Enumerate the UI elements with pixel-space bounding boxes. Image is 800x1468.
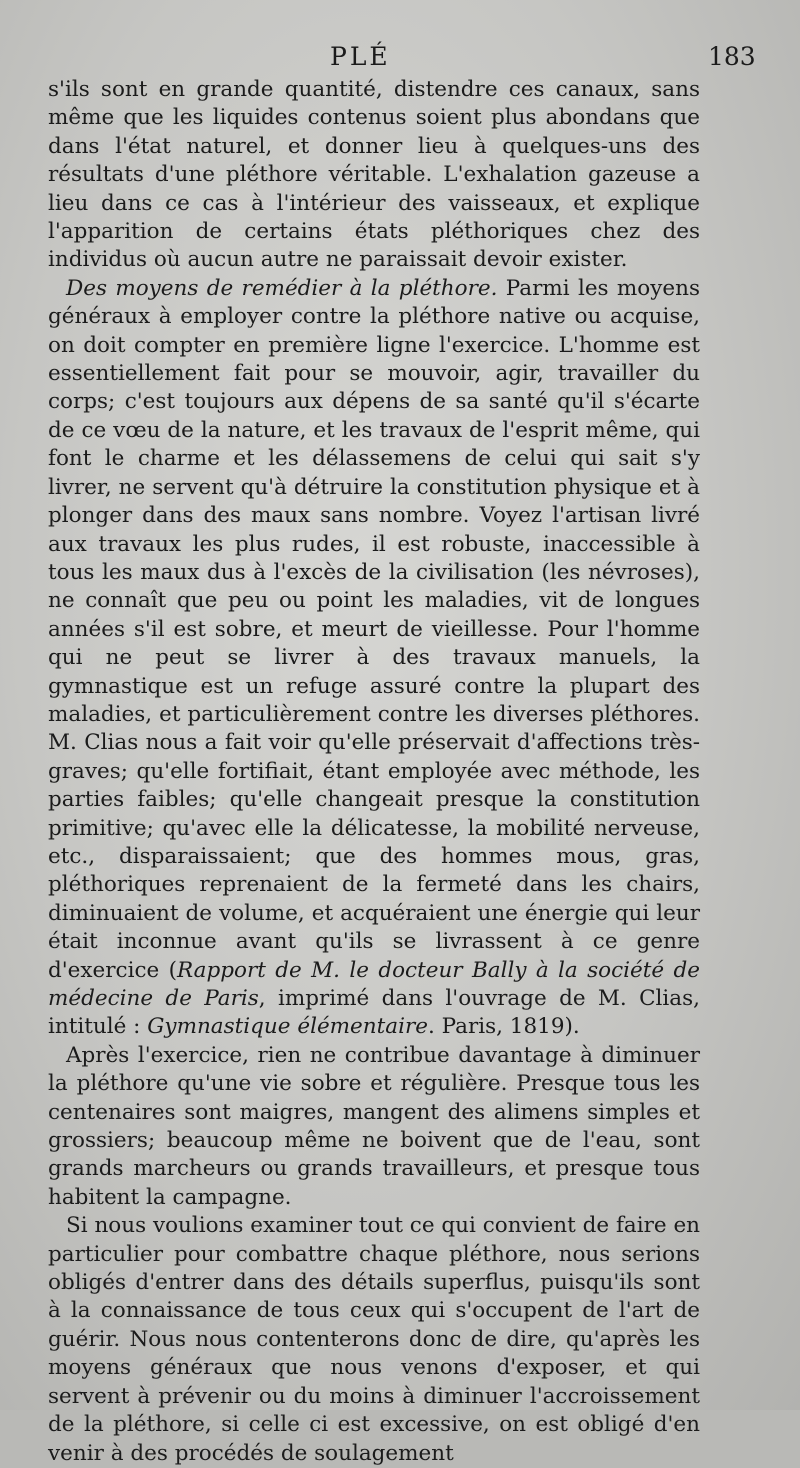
paragraph-continuation <box>48 76 700 275</box>
paragraph-plethora-remedies <box>48 275 700 1042</box>
running-title: PLÉ <box>330 42 391 71</box>
running-head <box>0 42 800 78</box>
paragraph-sober-life <box>48 1042 700 1212</box>
citation-report-title: Rapport de M. le docteur Bally à la société de médecine de Paris <box>48 957 700 1011</box>
page-number: 183 <box>708 42 756 71</box>
section-lead-heading: Des moyens de remédier à la pléthore. <box>66 275 498 301</box>
paragraph-text: s'ils sont en grande quantité, distendre ces canaux, sans même que les liquides contenus soient plus abondans que dans l'état naturel, et donner lieu à quelques-uns des résultats d'une pléthore véritable. L'exhalation gazeuse a lieu dans ce cas à l'intérieur des vaisseaux, et explique l'apparition de certains états pléthoriques chez des individus où aucun autre ne paraissait devoir exister. <box>48 77 700 273</box>
paragraph-text-mid: , imprimé dans l'ouvrage de M. Clias, intitulé : <box>48 986 700 1040</box>
paragraph-text: Si nous voulions examiner tout ce qui convient de faire en particulier pour combattre chaque pléthore, nous serions obligés d'entrer dans des détails superflus, puisqu'ils sont à la connaissance de tous ceux qui s'occupent de l'art de guérir. Nous nous contenterons donc de dire, qu'après les moyens généraux que nous venons d'exposer, et qui servent à prévenir ou du moins à diminuer l'accroissement de la pléthore, si celle ci est excessive, on est obligé d'en venir à des procédés de soulagement <box>48 1213 701 1466</box>
paragraph-text: Après l'exercice, rien ne contribue davantage à diminuer la pléthore qu'une vie sobre et régulière. Presque tous les centenaires sont maigres, mangent des alimens simples et grossiers; beaucoup même ne boivent que de l'eau, sont grands marcheurs ou grands travailleurs, et presque tous habitent la campagne. <box>48 1042 700 1210</box>
paragraph-particular-treatment <box>48 1212 700 1468</box>
paragraph-text: Parmi les moyens généraux à employer contre la pléthore native ou acquise, on doit compter en première ligne l'exercice. L'homme est essentiellement fait pour se mouvoir, agir, travailler du corps; c'est toujours aux dépens de sa santé qu'il s'écarte de ce vœu de la nature, et les travaux de l'esprit même, qui font le charme et les délassemens de celui qui sait s'y livrer, ne servent qu'à détruire la constitution physique et à plonger dans des maux sans nombre. Voyez l'artisan livré aux travaux les plus rudes, il est robuste, inaccessible à tous les maux dus à l'excès de la civilisation (les névroses), ne connaît que peu ou point les maladies, vit de longues années s'il est sobre, et meurt de vieillesse. Pour l'homme qui ne peut se livrer à des travaux manuels, la gymnastique est un refuge assuré contre la plupart des maladies, et particulièrement contre les diverses pléthores. M. Clias nous a fait voir qu'elle préservait d'affections très-graves; qu'elle fortifiait, étant employée avec méthode, les parties faibles; qu'elle changeait presque la constitution primitive; qu'avec elle la délicatesse, la mobilité nerveuse, etc., disparaissaient; que des hommes mous, gras, pléthoriques reprenaient de la fermeté dans les chairs, diminuaient de volume, et acquéraient une énergie qui leur était inconnue avant qu'ils se livrassent à ce genre d'exercice ( <box>48 275 700 983</box>
body-text <box>48 76 700 1468</box>
paragraph-text-tail: . Paris, 1819). <box>427 1014 580 1040</box>
citation-book-title: Gymnastique élémentaire <box>147 1014 428 1040</box>
